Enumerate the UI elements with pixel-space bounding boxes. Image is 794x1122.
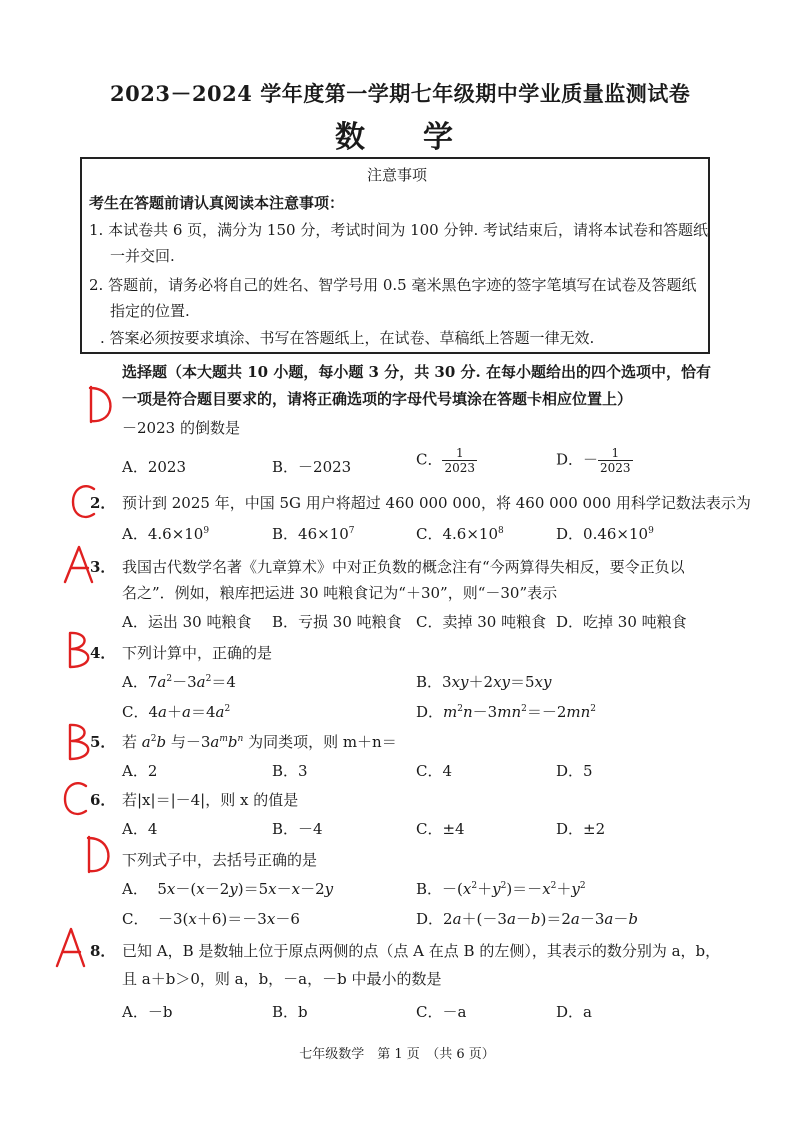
q1-option-c-fraction (442, 446, 477, 475)
q6-option-b: B．－4 (272, 820, 323, 838)
q7-option-c: C． －3(x＋6)＝－3x－6 (122, 910, 300, 928)
notice-item-1: 1. 本试卷共 6 页，满分为 150 分，考试时间为 100 分钟. 考试结束后，请将本试卷和答题纸 (89, 221, 709, 239)
q1-option-c (416, 446, 477, 475)
q4-option-c: C．$4a+a=4a^2$ (122, 703, 231, 721)
q7-option-d: D．2a＋(－3a－b)＝2a－3a－b (416, 910, 638, 928)
q8-option-c: C．－a (416, 1003, 467, 1021)
q4-option-d: D．$m^2n-3mn^2=-2mn^2$ (416, 703, 597, 721)
q7-option-b: B．$-(x^2+y^2)=-x^2+y^2$ (416, 880, 586, 898)
handwritten-answer-q7 (84, 834, 112, 876)
q3-option-c: C．卖掉 30 吨粮食 (416, 613, 547, 631)
q5-number: 5． (90, 733, 116, 751)
q2-option-b: B．$46\times 10^7$ (272, 525, 355, 543)
q8-option-b: B．b (272, 1003, 308, 1021)
q4-number: 4． (90, 644, 116, 662)
q5-option-d: D．5 (556, 762, 593, 780)
handwritten-answer-q1 (86, 384, 114, 426)
handwritten-answer-q8 (54, 926, 88, 968)
q6-option-c: C．±4 (416, 820, 465, 838)
q5-option-b: B．3 (272, 762, 308, 780)
q5-option-a: A．2 (122, 762, 158, 780)
q7-stem: 下列式子中，去括号正确的是 (122, 851, 318, 869)
handwritten-answer-q5 (66, 722, 96, 762)
q2-option-c: C．$4.6\times 10^8$ (416, 525, 504, 543)
q8-stem-cont: 且 a＋b＞0，则 a，b，－a，－b 中最小的数是 (122, 970, 442, 988)
q4-option-b: B．3xy＋2xy＝5xy (416, 673, 552, 691)
q6-number: 6． (90, 791, 116, 809)
handwritten-answer-q3 (62, 544, 96, 584)
section-heading: 选择题（本大题共 10 小题，每小题 3 分，共 30 分. 在每小题给出的四个选项中，恰有 (122, 363, 711, 381)
q6-option-d: D．±2 (556, 820, 606, 838)
q1-option-d (556, 446, 633, 475)
page-footer: 七年级数学 第 1 页 （共 6 页） (299, 1047, 495, 1062)
q3-stem-cont: 名之”．例如，粮库把运进 30 吨粮食记为“＋30”，则“－30”表示 (122, 584, 558, 602)
q8-number: 8． (90, 942, 116, 960)
fraction-numerator: 1 (598, 446, 633, 461)
q5-stem: 若 $a^2b$ 与$-3a^mb^n$ 为同类项，则 m＋n＝ (122, 733, 397, 751)
notice-intro: 考生在答题前请认真阅读本注意事项： (89, 194, 345, 212)
q1-stem: －2023 的倒数是 (122, 419, 240, 437)
handwritten-answer-q4 (66, 630, 96, 670)
q6-option-a: A．4 (122, 820, 158, 838)
fraction-denominator: 2023 (444, 461, 476, 475)
q2-number: 2． (90, 494, 116, 512)
q8-option-d: D．a (556, 1003, 592, 1021)
q5-option-c: C．4 (416, 762, 453, 780)
exam-title: 2023－2024 学年度第一学期七年级期中学业质量监测试卷 (110, 81, 691, 106)
q1-option-d-label: D．－ (556, 450, 599, 469)
subject-title: 数学 (335, 120, 511, 155)
q8-stem: 已知 A，B 是数轴上位于原点两侧的点（点 A 在点 B 的左侧），其表示的数分别为 a，b， (122, 942, 721, 960)
section-heading-cont: 一项是符合题目要求的，请将正确选项的字母代号填涂在答题卡相应位置上） (122, 390, 633, 408)
q3-stem: 我国古代数学名著《九章算术》中对正负数的概念注有“今两算得失相反，要令正负以 (122, 558, 685, 576)
notice-item-2: 2. 答题前，请务必将自己的姓名、智学号用 0.5 毫米黑色字迹的签字笔填写在试卷及答题纸 (89, 276, 697, 294)
q1-option-d-fraction (598, 446, 633, 475)
q1-option-a: A．2023 (122, 458, 187, 476)
q6-stem: 若|x|＝|－4|，则 x 的值是 (122, 791, 299, 809)
notice-item-1-cont: 一并交回. (110, 247, 175, 265)
q1-option-b: B．－2023 (272, 458, 352, 476)
q3-number: 3． (90, 558, 116, 576)
q2-stem: 预计到 2025 年，中国 5G 用户将超过 460 000 000，将 460 000 000 用科学记数法表示为 (122, 494, 751, 512)
handwritten-answer-q6 (62, 780, 90, 818)
q8-option-a: A．－b (122, 1003, 173, 1021)
notice-item-2-cont: 指定的位置. (110, 302, 190, 320)
notice-title: 注意事项 (366, 166, 427, 184)
q7-option-a: A． 5x－(x－2y)＝5x－x－2y (122, 880, 334, 898)
q3-option-b: B．亏损 30 吨粮食 (272, 613, 402, 631)
fraction-numerator: 1 (442, 446, 477, 461)
q2-option-d: D．$0.46\times 10^9$ (556, 525, 654, 543)
q3-option-d: D．吃掉 30 吨粮食 (556, 613, 687, 631)
q4-option-a: A．$7a^2-3a^2=4$ (122, 673, 236, 691)
q3-option-a: A．运出 30 吨粮食 (122, 613, 252, 631)
q1-option-c-label: C． (416, 450, 443, 469)
q4-stem: 下列计算中，正确的是 (122, 644, 273, 662)
q2-option-a: A．$4.6\times 10^9$ (122, 525, 210, 543)
notice-item-3: . 答案必须按要求填涂、书写在答题纸上，在试卷、草稿纸上答题一律无效. (100, 329, 595, 347)
handwritten-answer-q2 (70, 483, 98, 521)
fraction-denominator: 2023 (600, 461, 631, 475)
